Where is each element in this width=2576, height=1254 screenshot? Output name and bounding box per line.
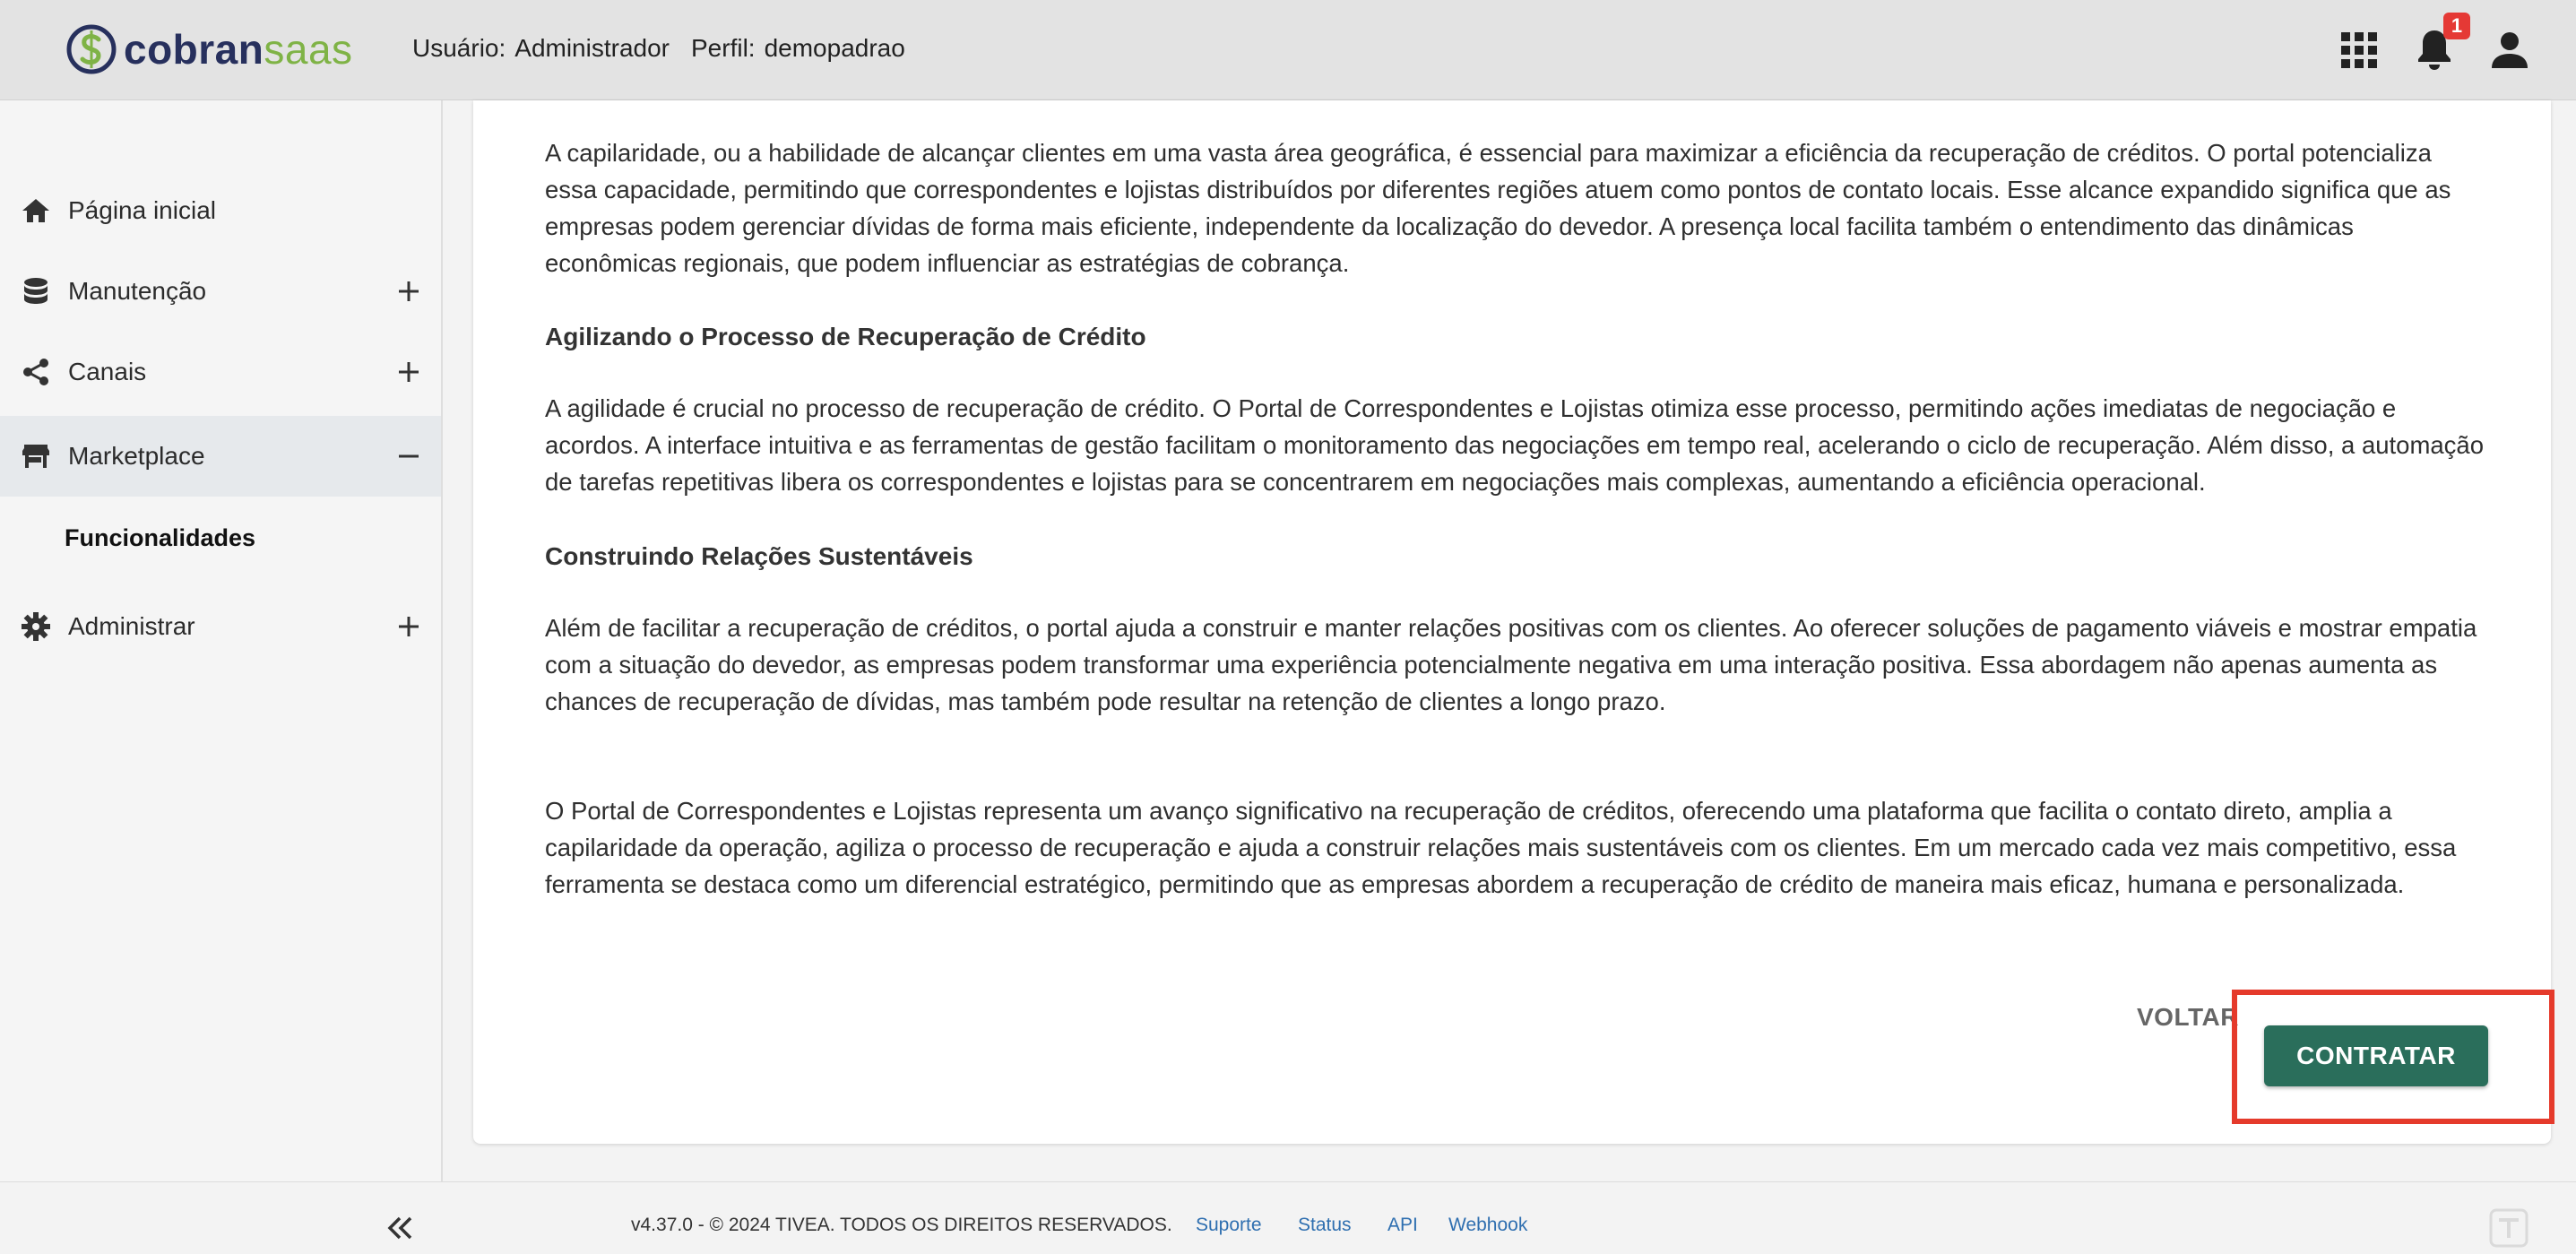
database-icon [20,275,52,307]
share-icon [20,356,52,388]
sidebar-item-administrar[interactable] [0,586,441,667]
profile-value: demopadrao [764,34,905,62]
contratar-button[interactable]: CONTRATAR [2264,1025,2488,1086]
plus-icon[interactable] [394,277,423,306]
footer [0,1181,2576,1254]
copyright-text: v4.37.0 - © 2024 TIVEA. TODOS OS DIREITOS RESERVADOS. [631,1215,1172,1235]
apps-grid-icon[interactable] [2334,25,2384,75]
sidebar-item-marketplace[interactable] [0,416,441,497]
profile-label: Perfil: [691,34,756,62]
footer-link-status[interactable]: Status [1298,1215,1352,1235]
paragraph-relacoes: Além de facilitar a recuperação de créditos, o portal ajuda a construir e manter relações positivas com os clientes. Ao oferecer soluções de pagamento viáveis e mostrar empatia com a situação do devedor, as empresas podem transformar uma experiência potencialmente negativa em uma interação positiva. Essa abordagem não apenas aumenta as chances de recuperação de dívidas, mas também pode resultar na retenção de clientes a longo prazo. [545,614,2477,715]
sidebar-item-home[interactable] [0,170,441,251]
highlight-box [2232,990,2554,1124]
minus-icon[interactable] [394,442,423,471]
collapse-sidebar-icon[interactable] [382,1213,418,1243]
footer-link-api[interactable]: API [1387,1215,1418,1235]
sidebar-item-label: Marketplace [68,442,205,470]
store-icon [20,440,52,472]
sidebar-item-label: Administrar [68,612,195,640]
sidebar-item-manutencao[interactable] [0,251,441,332]
paragraph-agilidade: A agilidade é crucial no processo de recuperação de crédito. O Portal de Correspondentes e Lojistas otimiza esse processo, permitindo ações imediatas de negociação e acordos. A interface intuitiva e as ferramentas de gestão facilitam o monitoramento das negociações em tempo real, acelerando o ciclo de recuperação. Além disso, a automação de tarefas repetitivas libera os correspondentes e lojistas para se concentrarem em negociações mais complexas, aumentando a eficiência operacional. [545,394,2485,496]
logo-text: cobransaas [124,26,353,73]
gear-icon [20,610,52,643]
paragraph-conclusao: O Portal de Correspondentes e Lojistas representa um avanço significativo na recuperação de créditos, oferecendo uma plataforma que facilita o contato direto, amplia a capilaridade da operação, agiliza o processo de recuperação e ajuda a construir relações mais sustentáveis com os clientes. Em um mercado cada vez mais competitivo, essa ferramenta se destaca como um diferencial estratégico, permitindo que as empresas abordem a recuperação de crédito de maneira mais eficaz, humana e personalizada. [545,797,2457,898]
section-heading-relacoes: Construindo Relações Sustentáveis [545,542,973,570]
section-heading-agilizando: Agilizando o Processo de Recuperação de Crédito [545,323,1146,350]
sidebar-item-canais[interactable] [0,332,441,412]
logo-mark-icon [65,22,118,77]
content-card [473,100,2551,1144]
brand-watermark-icon [2488,1207,2529,1249]
paragraph-capilaridade: A capilaridade, ou a habilidade de alcançar clientes em uma vasta área geográfica, é essencial para maximizar a eficiência da recuperação de créditos. O portal potencializa essa capacidade, permitindo que correspondentes e lojistas distribuídos por diferentes regiões atuem como pontos de contato locais. Esse alcance expandido significa que as empresas podem gerenciar dívidas de forma mais eficiente, independente da localização do devedor. A presença local facilita também o entendimento das dinâmicas econômicas regionais, que podem influenciar as estratégias de cobrança. [545,139,2451,277]
user-info [412,34,905,63]
plus-icon[interactable] [394,612,423,641]
top-header [0,0,2576,100]
sidebar [0,100,443,1181]
footer-link-webhook[interactable]: Webhook [1448,1215,1528,1235]
footer-link-suporte[interactable]: Suporte [1196,1215,1262,1235]
home-icon [20,195,52,227]
logo[interactable] [65,20,353,79]
plus-icon[interactable] [394,358,423,386]
account-icon[interactable] [2485,25,2535,75]
sidebar-subitem-funcionalidades[interactable]: Funcionalidades [65,524,256,551]
user-label: Usuário: [412,34,506,62]
sidebar-item-label: Canais [68,358,147,385]
voltar-button[interactable]: VOLTAR [2131,1002,2244,1033]
notification-badge: 1 [2443,13,2470,39]
sidebar-item-label: Página inicial [68,196,216,224]
sidebar-item-label: Manutenção [68,277,207,305]
user-value: Administrador [514,34,670,62]
